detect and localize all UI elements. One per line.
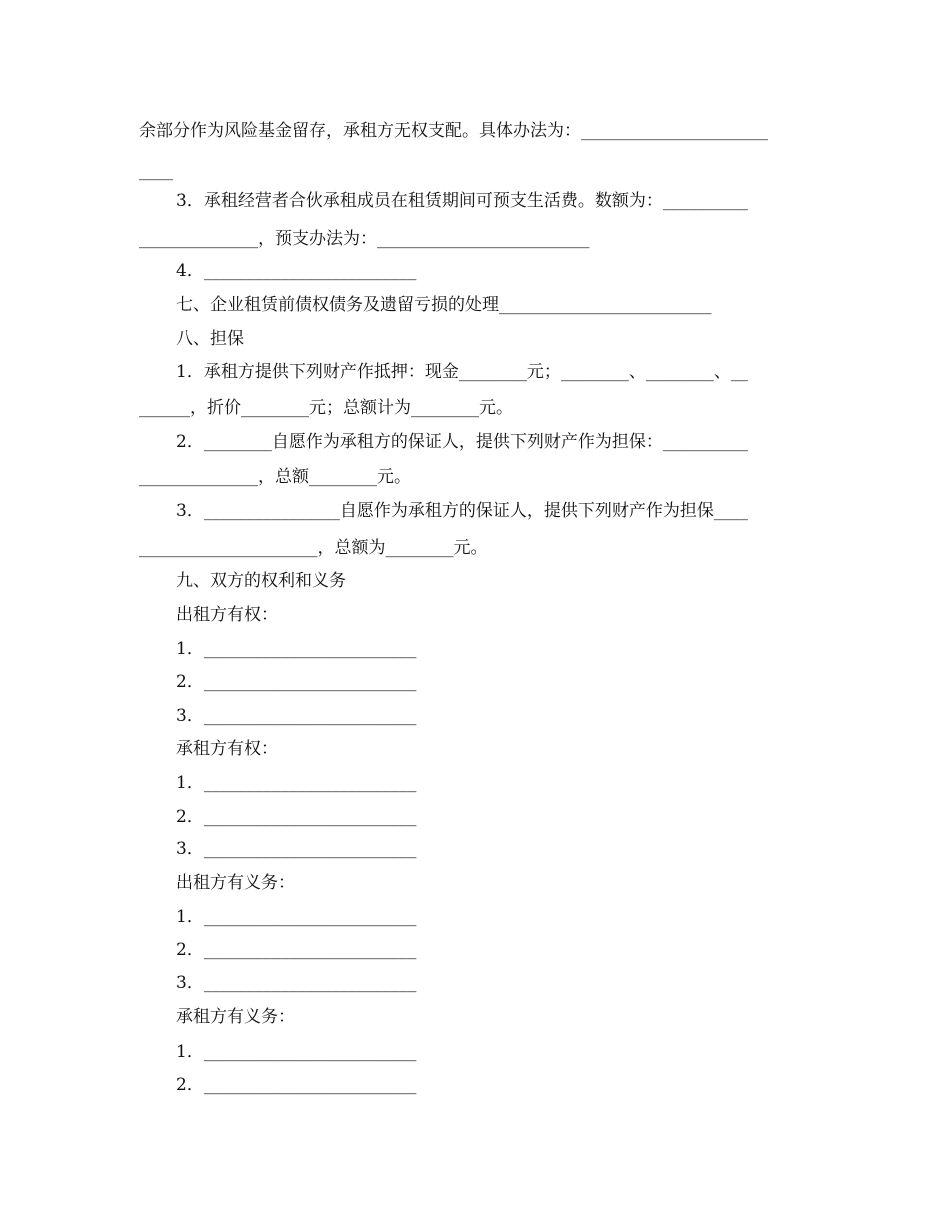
text-line: 1．_________________________ bbox=[176, 773, 417, 793]
text-line: 2．_________________________ bbox=[176, 672, 417, 692]
text-line: 2．_________________________ bbox=[176, 1075, 417, 1095]
text-line: 出租方有权： bbox=[176, 605, 278, 625]
text-line: 1．_________________________ bbox=[176, 1042, 417, 1062]
text-line: _____________________，总额为________元。 bbox=[139, 538, 488, 558]
text-line: 九、双方的权利和义务 bbox=[176, 571, 346, 591]
text-line: 3．_________________________ bbox=[176, 973, 417, 993]
text-line: ____ bbox=[139, 161, 173, 181]
text-line: 1．_________________________ bbox=[176, 639, 417, 659]
text-line: 七、企业租赁前债权债务及遗留亏损的处理_________________________ bbox=[176, 295, 712, 315]
text-line: 2．_________________________ bbox=[176, 940, 417, 960]
text-line: 4．_________________________ bbox=[176, 261, 417, 281]
text-line: 承租方有义务： bbox=[176, 1007, 295, 1027]
text-line: 2．________自愿作为承租方的保证人，提供下列财产作为担保：__________ bbox=[176, 432, 748, 452]
text-line: 余部分作为风险基金留存，承租方无权支配。具体办法为：______________________ bbox=[139, 121, 768, 141]
text-line: ______________，总额________元。 bbox=[139, 467, 411, 487]
text-line: 3．_________________________ bbox=[176, 706, 417, 726]
text-line: 3．承租经营者合伙承租成员在租赁期间可预支生活费。数额为：__________ bbox=[176, 191, 748, 211]
text-line: ______，折价________元；总额计为________元。 bbox=[139, 398, 513, 418]
text-line: 1．承租方提供下列财产作抵押：现金________元；________、________、__ bbox=[176, 362, 748, 382]
text-line: 3．_________________________ bbox=[176, 839, 417, 859]
text-line: 2．_________________________ bbox=[176, 807, 417, 827]
text-line: 1．_________________________ bbox=[176, 907, 417, 927]
text-line: ______________，预支办法为：_________________________ bbox=[139, 229, 590, 249]
text-line: 承租方有权： bbox=[176, 739, 278, 759]
text-line: 3．________________自愿作为承租方的保证人，提供下列财产作为担保____ bbox=[176, 501, 748, 521]
text-line: 八、担保 bbox=[176, 329, 244, 349]
text-line: 出租方有义务： bbox=[176, 873, 295, 893]
